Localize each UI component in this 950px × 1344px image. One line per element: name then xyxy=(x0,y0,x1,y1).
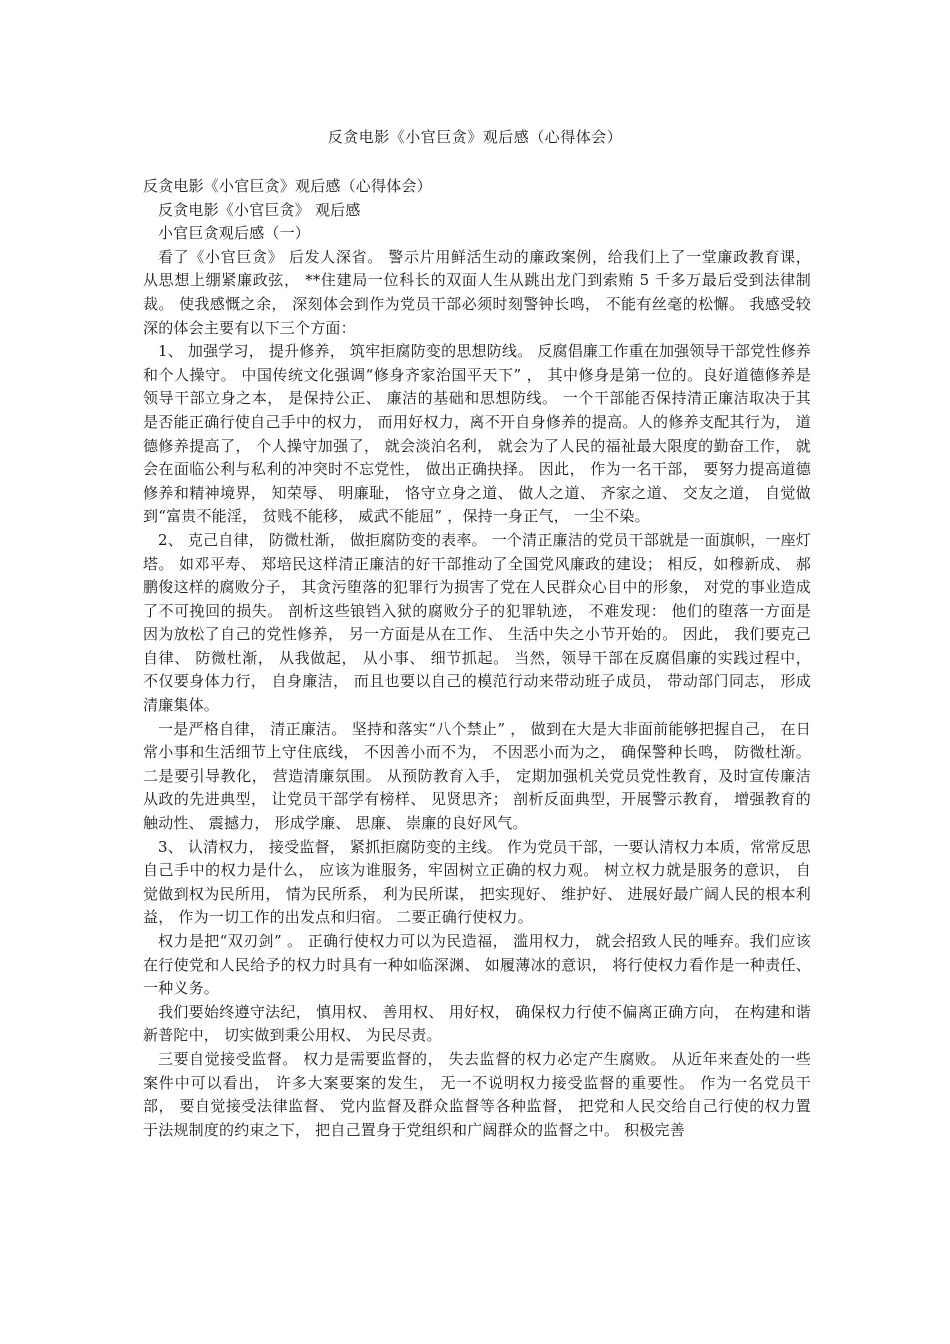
paragraph-double-edged-sword: 权力是把“双刃剑” 。 正确行使权力可以为民造福， 滥用权力， 就会招致人民的唾弃。我们应该在行使党和人民给予的权力时具有一种如临深渊、 如履薄冰的意识， 将行使权力看作是一种责任、 一种义务。 xyxy=(143,932,811,998)
paragraph-intro: 看了《小官巨贪》 后发人深省。 警示片用鲜活生动的廉政案例，给我们上了一堂廉政教育课， 从思想上绷紧廉政弦， **住建局一位科长的双面人生从跳出龙门到索贿 5 千多万最后受到法律制裁。 使我感慨之余， 深刻体会到作为党员干部必须时刻警钟长鸣， 不能有丝毫的松懈。 我感受较深的体会主要有以下三个方面： xyxy=(143,247,811,337)
paragraph-self-discipline: 一是严格自律， 清正廉洁。 坚持和落实“八个禁止” ， 做到在大是大非面前能够把握自己， 在日常小事和生活细节上守住底线， 不因善小而不为， 不因恶小而为之， 确保警种长鸣， 防微杜渐。 二是要引导教化， 营造清廉氛围。 从预防教育入手， 定期加强机关党员党性教育，及时宣传廉洁从政的先进典型， 让党员干部学有榜样、 见贤思齐； 剖析反面典型，开展警示教育， 增强教育的触动性、 震撼力， 形成学廉、 思廉、 崇廉的良好风气。 xyxy=(143,719,811,833)
paragraph-section-title: 小官巨贪观后感（一） xyxy=(158,224,311,243)
paragraph-obey-law: 我们要始终遵守法纪， 慎用权、 善用权、 用好权， 确保权力行使不偏离正确方向， 在构建和谐新普陀中， 切实做到秉公用权、 为民尽责。 xyxy=(143,1002,811,1045)
paragraph-heading: 反贪电影《小官巨贪》观后感（心得体会） xyxy=(143,177,432,195)
paragraph-point-2: 2、 克己自律， 防微杜渐， 做拒腐防变的表率。 一个清正廉洁的党员干部就是一面旗帜，一座灯塔。 如邓平寿、 郑培民这样清正廉洁的好干部推动了全国党风廉政的建设； 相反，如穆新成、 郝鹏俊这样的腐败分子， 其贪污堕落的犯罪行为损害了党在人民群众心目中的形象， 对党的事业造成了不可挽回的损失。 剖析这些锒铛入狱的腐败分子的犯罪轨迹， 不难发现： 他们的堕落一方面是因为放松了自己的党性修养， 另一方面是从在工作、 生活中失之小节开始的。 因此， 我们要克己自律、 防微杜渐， 从我做起， 从小事、 细节抓起。 当然，领导干部在反腐倡廉的实践过程中， 不仅要身体力行， 自身廉洁， 而且也要以自己的模范行动来带动班子成员， 带动部门同志， 形成清廉集体。 xyxy=(143,530,811,715)
paragraph-supervision: 三要自觉接受监督。 权力是需要监督的， 失去监督的权力必定产生腐败。 从近年来查处的一些案件中可以看出， 许多大案要案的发生， 无一不说明权力接受监督的重要性。 作为一名党员干部， 要自觉接受法律监督、 党内监督及群众监督等各种监督， 把党和人民交给自己行使的权力置于法规制度的约束之下， 把自己置身于党组织和广阔群众的监督之中。 积极完善 xyxy=(143,1049,811,1139)
paragraph-point-3: 3、 认清权力， 接受监督， 紧抓拒腐防变的主线。 作为党员干部，一要认清权力本质，常常反思自己手中的权力是什么， 应该为谁服务，牢固树立正确的权力观。 树立权力就是服务的意识， 自觉做到权为民所用， 情为民所系， 利为民所谋， 把实现好、 维护好、 进展好最广阔人民的根本利益， 作为一切工作的出发点和归宿。 二要正确行使权力。 xyxy=(143,837,811,927)
paragraph-subheading: 反贪电影《小官巨贪》 观后感 xyxy=(158,200,361,219)
document-body xyxy=(143,175,811,1142)
paragraph-point-1: 1、 加强学习， 提升修养， 筑牢拒腐防变的思想防线。 反腐倡廉工作重在加强领导干部党性修养和个人操守。 中国传统文化强调“修身齐家治国平天下” ， 其中修身是第一位的。良好道德修养是领导干部立身之本， 是保持公正、 廉洁的基础和思想防线。 一个干部能否保持清正廉洁取决于其是否能正确行使自己手中的权力， 而用好权力，离不开自身修养的提高。人的修养支配其行为， 道德修养提高了， 个人操守加强了， 就会淡泊名利， 就会为了人民的福祉最大限度的勤奋工作， 就会在面临公利与私利的冲突时不忘党性， 做出正确抉择。 因此， 作为一名干部， 要努力提高道德修养和精神境界， 知荣辱、 明廉耻， 恪守立身之道、 做人之道、 齐家之道、 交友之道， 自觉做到“富贵不能淫， 贫贱不能移， 威武不能屈” ，保持一身正气， 一尘不染。 xyxy=(143,342,811,526)
document-title: 反贪电影《小官巨贪》观后感（心得体会） xyxy=(327,128,623,146)
